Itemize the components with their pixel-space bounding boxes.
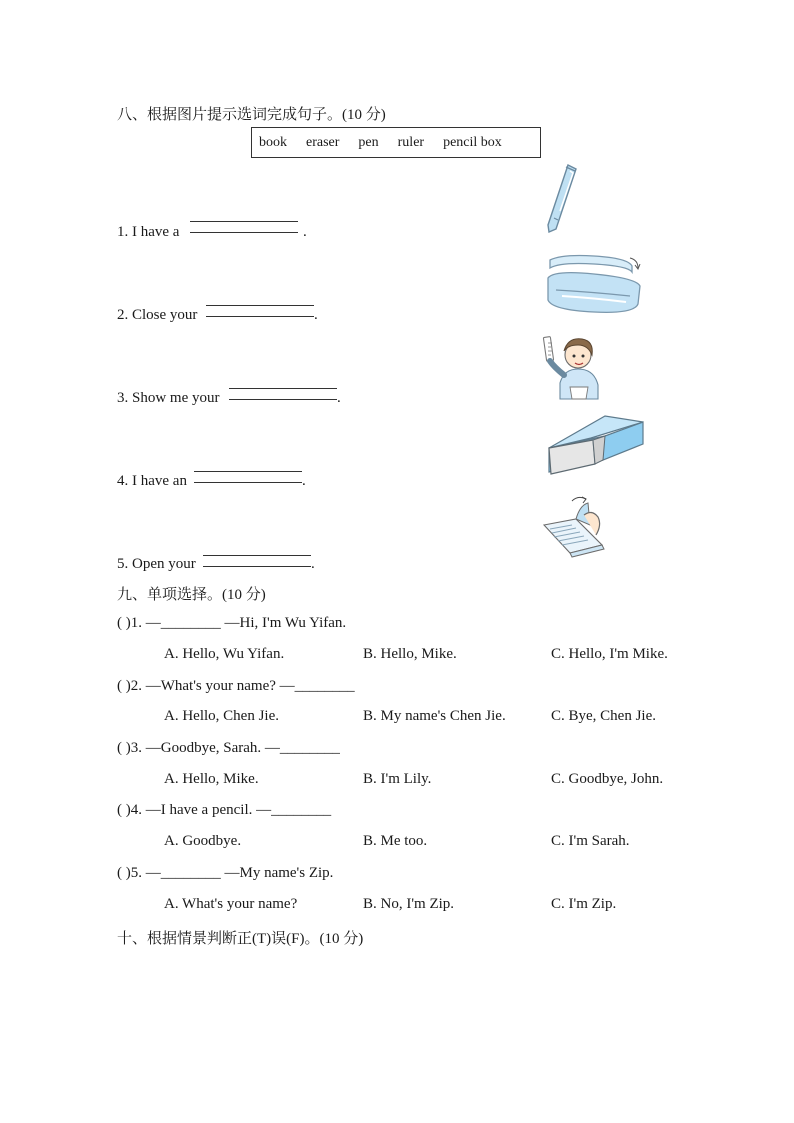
- boy-with-ruler-icon: [542, 333, 606, 403]
- item-4-period: .: [302, 473, 306, 489]
- item-3-blank[interactable]: [229, 388, 337, 400]
- q2-option-b[interactable]: B. My name's Chen Jie.: [363, 708, 506, 724]
- item-2-text: 2. Close your: [117, 307, 198, 323]
- word-pen: pen: [358, 134, 379, 150]
- q2-stem: ( )2. —What's your name? —________: [117, 678, 355, 694]
- pen-icon: [540, 163, 580, 235]
- word-book: book: [259, 134, 287, 150]
- item-1-text: 1. I have a: [117, 224, 180, 240]
- section-8-title: 八、根据图片提示选词完成句子。(10 分): [117, 107, 386, 123]
- pencil-box-icon: [542, 252, 646, 318]
- item-1-period: .: [303, 224, 307, 240]
- book-icon: [540, 495, 612, 571]
- item-5-text: 5. Open your: [117, 556, 196, 572]
- eraser-icon: [545, 414, 647, 482]
- item-3-text: 3. Show me your: [117, 390, 220, 406]
- q3-option-b[interactable]: B. I'm Lily.: [363, 771, 432, 787]
- word-bank: [251, 127, 541, 158]
- item-1-blank[interactable]: [190, 221, 298, 233]
- q1-option-a[interactable]: A. Hello, Wu Yifan.: [164, 646, 285, 662]
- q4-option-b[interactable]: B. Me too.: [363, 833, 428, 849]
- q4-option-c[interactable]: C. I'm Sarah.: [551, 833, 630, 849]
- q5-option-a[interactable]: A. What's your name?: [164, 896, 298, 912]
- q1-stem: ( )1. —________ —Hi, I'm Wu Yifan.: [117, 615, 347, 631]
- q3-option-a[interactable]: A. Hello, Mike.: [164, 771, 259, 787]
- word-eraser: eraser: [306, 134, 340, 150]
- item-2-period: .: [314, 307, 318, 323]
- q5-option-b[interactable]: B. No, I'm Zip.: [363, 896, 455, 912]
- q1-option-b[interactable]: B. Hello, Mike.: [363, 646, 457, 662]
- item-5-period: .: [311, 556, 315, 572]
- q5-option-c[interactable]: C. I'm Zip.: [551, 896, 617, 912]
- item-2-blank[interactable]: [206, 305, 314, 317]
- q1-option-c[interactable]: C. Hello, I'm Mike.: [551, 646, 668, 662]
- q3-option-c[interactable]: C. Goodbye, John.: [551, 771, 664, 787]
- q2-option-a[interactable]: A. Hello, Chen Jie.: [164, 708, 279, 724]
- section-9-title: 九、单项选择。(10 分): [117, 587, 266, 603]
- word-pencil-box: pencil box: [443, 134, 502, 150]
- item-4-text: 4. I have an: [117, 473, 187, 489]
- q5-stem: ( )5. —________ —My name's Zip.: [117, 865, 334, 881]
- section-10-title: 十、根据情景判断正(T)误(F)。(10 分): [117, 931, 364, 947]
- q4-option-a[interactable]: A. Goodbye.: [164, 833, 242, 849]
- word-ruler: ruler: [397, 134, 425, 150]
- item-3-period: .: [337, 390, 341, 406]
- item-4-blank[interactable]: [194, 471, 302, 483]
- q3-stem: ( )3. —Goodbye, Sarah. —________: [117, 740, 340, 756]
- item-5-blank[interactable]: [203, 555, 311, 567]
- q4-stem: ( )4. —I have a pencil. —________: [117, 802, 332, 818]
- q2-option-c[interactable]: C. Bye, Chen Jie.: [551, 708, 656, 724]
